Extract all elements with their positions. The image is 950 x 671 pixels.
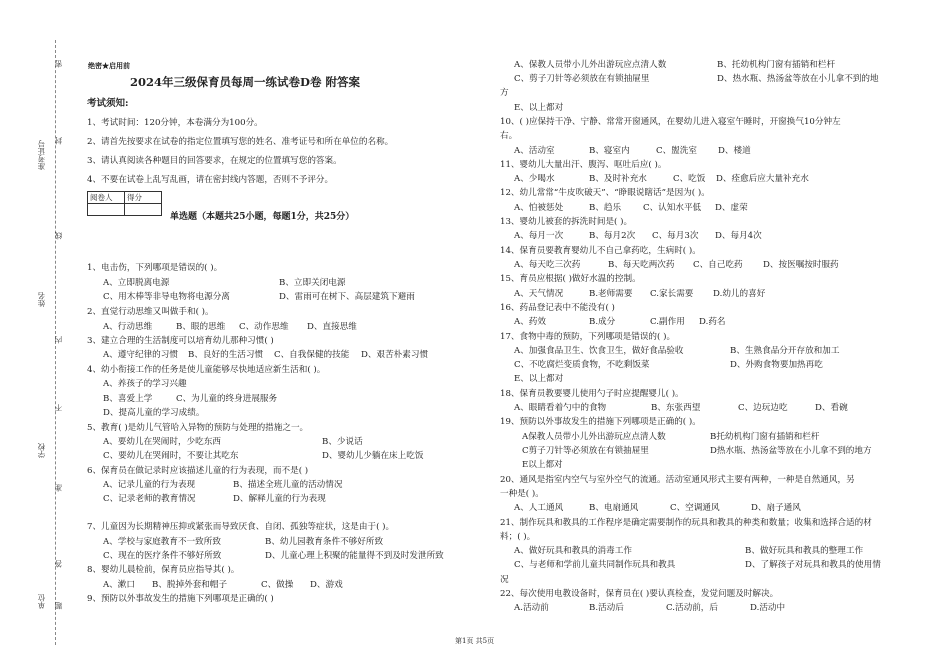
score-cell: 得分 [125,192,162,204]
option: A、怕被惩处 [514,203,564,213]
option: A、立即脱离电源 [103,278,170,288]
question-line: 19、预防以外事故发生的措施下列哪项是正确的( )。 [500,417,701,427]
option: D、提高儿童的学习成绩。 [103,408,205,418]
question-line: 20、通风是指室内空气与室外空气的流通。活动室通风形式主要有两种，一种是自然通风，另 [500,475,855,485]
option: D、每月4次 [715,231,762,241]
seal-mark: 线 [54,232,63,240]
option: D、外购食物要加热再吃 [730,360,823,370]
page-number: 第1页 共5页 [455,637,495,645]
notice-item: 2、请首先按要求在试卷的指定位置填写您的姓名、准考证号和所在单位的名称。 [87,137,394,147]
option: A、学校与家庭教育不一致所致 [103,537,221,547]
option: A、要幼儿在哭闹时，少吃东西 [103,437,221,447]
seal-mark: 密 [54,60,63,68]
seal-mark: 不 [54,404,63,412]
exam-no-label: 准考证号 [37,140,46,170]
school-label: 学校 [37,443,46,458]
option: A、每月一次 [514,231,564,241]
option: C、剪子刀针等必须放在有锁抽屉里 [514,74,650,84]
question-line: 13、婴幼儿被套的拆洗时间是( )。 [500,217,633,227]
option: D、雷雨可在树下、高层建筑下避雨 [279,292,415,302]
option: B、寝室内 [589,146,630,156]
option: C剪子刀针等必须放在有锁抽屉里 [522,446,649,456]
option: D、按医嘱按时服药 [763,260,839,270]
notice-item: 4、不要在试卷上乱写乱画，请在密封线内答题，否则不予评分。 [87,175,334,185]
seal-mark: 题 [54,602,63,610]
option: C.家长需要 [650,289,694,299]
option: B、良好的生活习惯 [188,350,264,360]
option: C、与老师和学前儿童共同制作玩具和教具 [514,560,676,570]
option: B、趋乐 [589,203,622,213]
option: C、用木棒等非导电物将电源分离 [103,292,230,302]
option: A、遵守纪律的习惯 [103,350,178,360]
score-blank[interactable] [125,204,162,216]
option: D、痊愈后应大量补充水 [716,174,809,184]
question-line: 4、幼小衔接工作的任务是使儿童能够尽快地适应新生活和( )。 [87,365,326,375]
option: C、自己吃药 [693,260,743,270]
option: A、漱口 [103,580,135,590]
name-label: 姓名 [37,292,46,307]
option: C、每月3次 [652,231,699,241]
option: C、做操 [261,580,294,590]
question-line: 21、制作玩具和教具的工作程序是确定需要制作的玩具和教具的种类和数量；收集和选择合适的材 [500,518,872,528]
option: B、描述全班儿童的活动情况 [233,480,343,490]
option: D、楼道 [718,146,751,156]
option: A、做好玩具和教具的消毒工作 [514,546,632,556]
option: C、不吃腐烂变质食物，不吃剩饭菜 [514,360,650,370]
option: D、看碗 [815,403,848,413]
question-line: 7、儿童因为长期精神压抑或紧张而导致厌食、自闭、孤独等症状，这是由于( )。 [87,522,395,532]
option: B、立即关闭电源 [279,278,346,288]
question-line: 9、预防以外事故发生的措施下列哪项是正确的( ) [87,594,274,604]
option: B.成分 [589,317,616,327]
option: A、人工通风 [514,503,564,513]
option: B、托幼机构门窗有插销和栏杆 [717,60,836,70]
option: C、动作思维 [239,322,289,332]
option: B、做好玩具和教具的整理工作 [745,546,864,556]
option: C、要幼儿在哭闹时，不要让其吃东 [103,451,239,461]
option: B.活动后 [589,603,624,613]
grader-blank[interactable] [88,204,125,216]
option: D热水瓶、热汤盆等放在小儿拿不到的地方 [710,446,872,456]
option: A、行动思维 [103,322,153,332]
option: C、吃饭 [673,174,706,184]
option: B、电扇通风 [589,503,639,513]
notice-item: 1、考试时间：120分钟，本卷满分为100分。 [87,118,263,128]
option: A、每天吃三次药 [514,260,581,270]
option: C、为儿童的终身进展服务 [176,394,278,404]
option: A、记录儿童的行为表现 [103,480,196,490]
option: A、加强食品卫生、饮食卫生，做好食品验收 [514,346,684,356]
option: C、边玩边吃 [738,403,788,413]
question-line: 6、保育员在做记录时应该描述儿童的行为表现，而不是( ) [87,466,309,476]
option: C.活动前，后 [666,603,718,613]
option: B、幼儿园教育条件不够好所致 [265,537,384,547]
notice-item: 3、请认真阅读各种题目的回答要求，在规定的位置填写您的答案。 [87,156,342,166]
question-line: 16、药品登记表中不能没有( ) [500,303,615,313]
option: C、自我保健的技能 [274,350,350,360]
option: B、少说话 [322,437,363,447]
option: D、婴幼儿少躺在床上吃饭 [322,451,424,461]
question-line: 3、建立合理的生活制度可以培育幼儿那种习惯( ) [87,336,274,346]
option: A保教人员带小儿外出游玩应点清人数 [522,432,666,442]
option: B、东张西望 [651,403,701,413]
option: C、记录老师的教育情况 [103,494,196,504]
option: D、了解孩子对玩具和教具的使用情 [745,560,881,570]
question-line: 5、教育( )是幼儿气管哈入异物的预防与处理的措施之一。 [87,423,309,433]
question-line: 8、婴幼儿晨检前，保育员应指导其( )。 [87,565,240,575]
option: B、喜爱上学 [103,394,153,404]
option: B、及时补充水 [589,174,647,184]
option: D、热水瓶、热汤盆等放在小儿拿不到的地 [717,74,879,84]
secret-mark: 绝密★启用前 [88,61,130,70]
question-line: 11、婴幼儿大量出汗、腹泻、呕吐后应( )。 [500,160,667,170]
option: D、扇子通风 [751,503,801,513]
option: A.活动前 [514,603,549,613]
option: A、养孩子的学习兴趣 [103,379,187,389]
question-line: 1、电击伤，下列哪项是错误的( )。 [87,263,223,273]
grader-cell: 阅卷人 [88,192,125,204]
option: E以上都对 [522,460,563,470]
question-line: 2、直觉行动思维又叫做手和( )。 [87,307,214,317]
seal-mark: 准 [54,484,63,492]
option: A、天气情况 [514,289,564,299]
option: D.幼儿的喜好 [713,289,766,299]
question-line: 22、每次使用电教设备时，保育员在( )要认真检查，发觉问题及时解决。 [500,589,779,599]
option: D、儿童心理上积聚的能量得不到及时发泄所致 [265,551,444,561]
seal-mark: 封 [54,137,63,145]
option: D、解释儿童的行为表现 [233,494,326,504]
unit-label: 单位 [37,594,46,609]
question-line: 右。 [500,131,518,141]
option: C、现在的医疗条件不够好所致 [103,551,222,561]
option: C、认知水平低 [643,203,702,213]
option: A、少喝水 [514,174,555,184]
option: C、盥洗室 [656,146,697,156]
option: D、游戏 [310,580,343,590]
option: B、眼的思维 [176,322,226,332]
option: C.副作用 [650,317,685,327]
notice-title: 考试须知: [87,98,129,109]
question-line: 15、育员应根据( )做好水温的控制。 [500,274,641,284]
option: D、虚荣 [715,203,748,213]
option: A、眼睛看着勺中的食物 [514,403,607,413]
question-line: 17、食物中毒的预防，下列哪项是错误的( )。 [500,332,676,342]
question-line: 14、保育员要教育婴幼儿不自己拿药吃，生病时( )。 [500,246,701,256]
option: B、脱掉外套和帽子 [152,580,228,590]
section-title: 单选题（本题共25小题，每题1分，共25分） [170,212,355,222]
option: D.活动中 [750,603,786,613]
option: A、保教人员带小儿外出游玩应点清人数 [514,60,667,70]
question-line: 12、幼儿常常“牛皮吹破天”、“睁眼说瞎话”是因为( )。 [500,188,710,198]
option: 况 [500,575,509,585]
option: 方 [500,88,509,98]
question-line: 料；( )。 [500,532,536,542]
option: D、艰苦朴素习惯 [361,350,429,360]
question-line: 10、( )应保持干净、宁静、常常开窗通风，在婴幼儿进入寝室午睡时，开窗换气10分钟左 [500,117,841,127]
option: A、药效 [514,317,546,327]
option: B、每月2次 [589,231,636,241]
option: B.老师需要 [589,289,633,299]
option: A、活动室 [514,146,555,156]
question-line: 一种是( )。 [500,489,544,499]
option: E、以上都对 [514,374,564,384]
option: E、以上都对 [514,103,564,113]
question-line: 18、保育员教要婴儿使用勺子时应提醒婴儿( )。 [500,389,684,399]
score-table [87,191,162,216]
seal-mark: 答 [54,560,63,568]
option: B、生熟食品分开存放和加工 [730,346,840,356]
option: D、直接思维 [307,322,357,332]
option: B、每天吃两次药 [608,260,675,270]
page-title: 2024年三级保育员每周一练试卷D卷 附答案 [130,75,360,89]
option: C、空调通风 [670,503,720,513]
option: B托幼机构门窗有插销和栏杆 [710,432,820,442]
seal-mark: 内 [54,336,63,344]
option: D.药名 [699,317,726,327]
